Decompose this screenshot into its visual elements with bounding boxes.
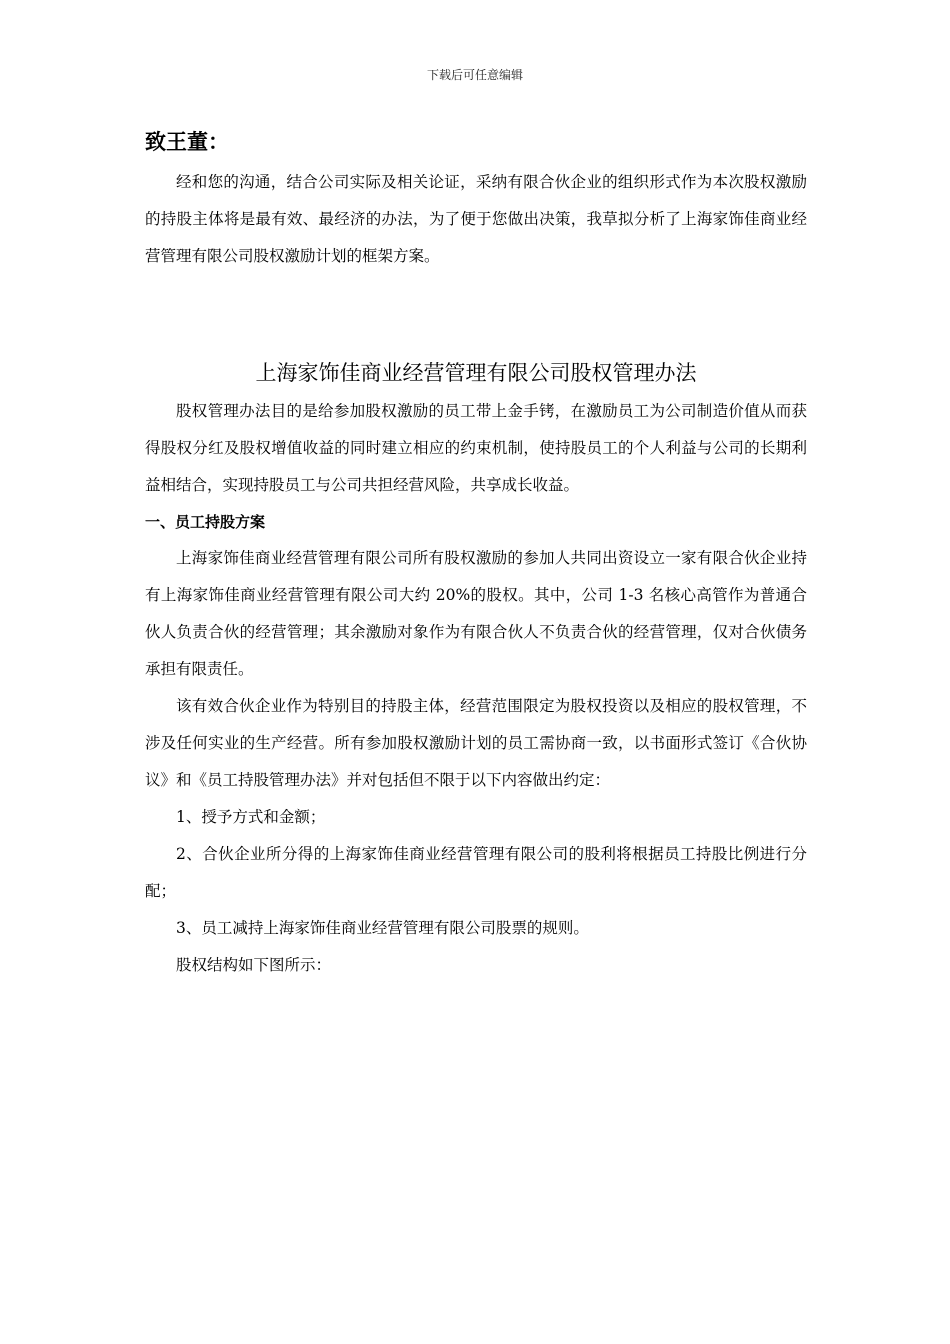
document-content <box>145 120 807 984</box>
page-header-note: 下载后可任意编辑 <box>426 68 523 82</box>
list-item: 3、员工减持上海家饰佳商业经营管理有限公司股票的规则。 <box>176 919 589 937</box>
section-paragraph-2: 该有效合伙企业作为特别目的持股主体，经营范围限定为股权投资以及相应的股权管理，不涉及任何实业的生产经营。所有参加股权激励计划的员工需协商一致，以书面形式签订《合伙协议》和《员工持股管理办法》并对包括但不限于以下内容做出约定： <box>145 697 807 789</box>
letter-salutation: 致王董： <box>145 130 229 154</box>
section-spacer <box>145 275 807 347</box>
letter-body: 经和您的沟通，结合公司实际及相关论证，采纳有限合伙企业的组织形式作为本次股权激励的持股主体将是最有效、最经济的办法，为了便于您做出决策，我草拟分析了上海家饰佳商业经营管理有限公司股权激励计划的框架方案。 <box>145 173 807 265</box>
document-intro: 股权管理办法目的是给参加股权激励的员工带上金手铐，在激励员工为公司制造价值从而获得股权分红及股权增值收益的同时建立相应的约束机制，使持股员工的个人利益与公司的长期利益相结合，实现持股员工与公司共担经营风险，共享成长收益。 <box>145 402 807 494</box>
section-paragraph-1: 上海家饰佳商业经营管理有限公司所有股权激励的参加人共同出资设立一家有限合伙企业持有上海家饰佳商业经营管理有限公司大约 20%的股权。其中，公司 1-3 名核心高管作为普通合伙人负责合伙的经营管理；其余激励对象作为有限合伙人不负责合伙的经营管理，仅对合伙债务承担有限责任。 <box>145 549 807 678</box>
list-item: 2、合伙企业所分得的上海家饰佳商业经营管理有限公司的股利将根据员工持股比例进行分配； <box>145 845 807 900</box>
document-title: 上海家饰佳商业经营管理有限公司股权管理办法 <box>255 361 697 385</box>
list-item: 1、授予方式和金额； <box>176 808 326 826</box>
section-closing: 股权结构如下图所示： <box>176 956 332 974</box>
section-heading-employee-shareholding: 一、员工持股方案 <box>145 513 266 531</box>
